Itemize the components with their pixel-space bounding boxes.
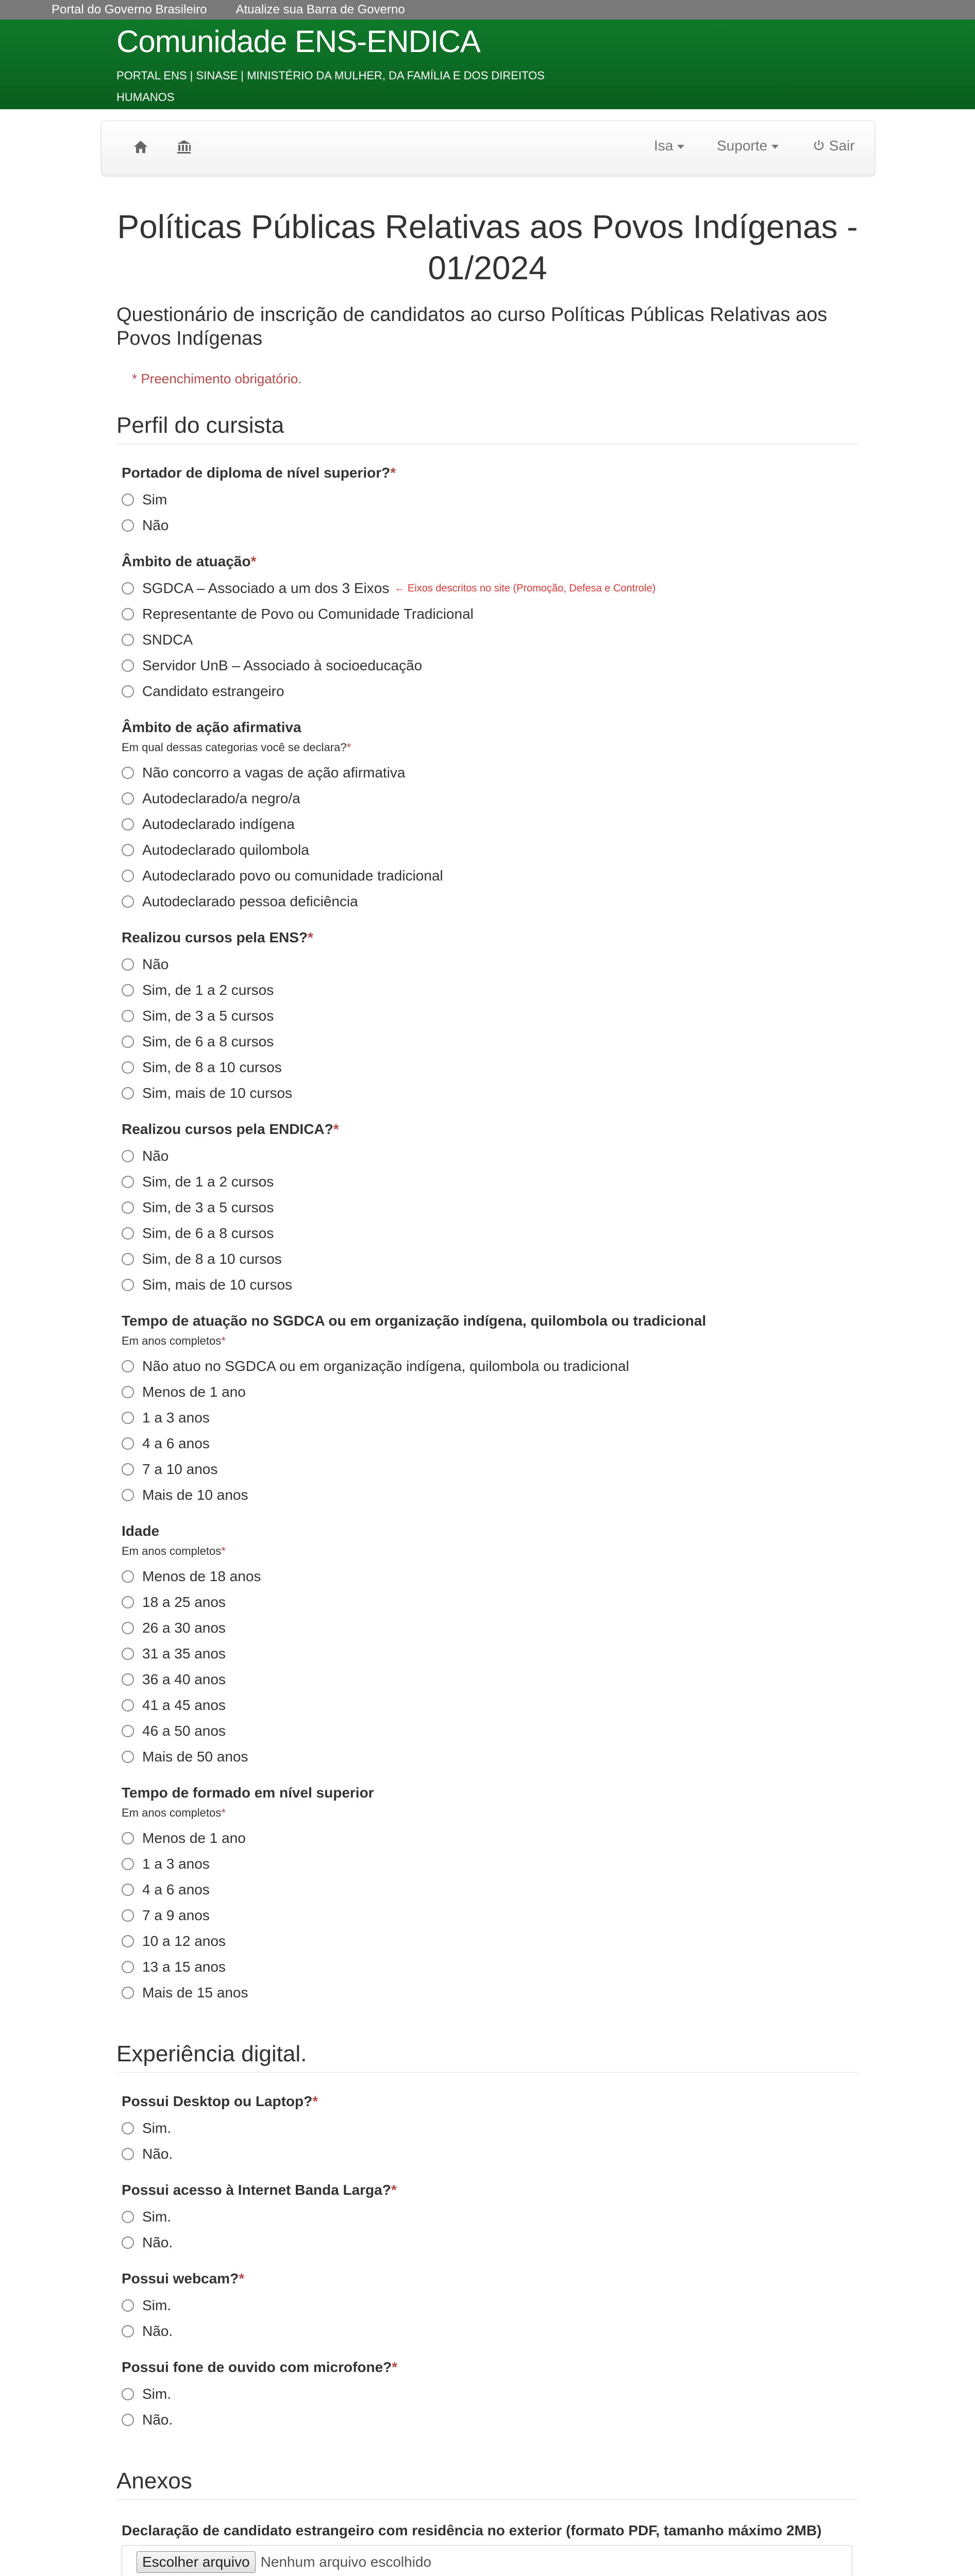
radio-option[interactable]	[122, 1200, 859, 1215]
radio-button[interactable]	[122, 792, 134, 805]
option-label: 7 a 10 anos	[142, 1461, 218, 1477]
radio-button[interactable]	[122, 1253, 134, 1265]
radio-option[interactable]	[122, 658, 859, 673]
option-label: Candidato estrangeiro	[142, 683, 284, 699]
radio-option[interactable]	[122, 493, 859, 507]
option-label: Não.	[142, 2323, 173, 2339]
option-label: 13 a 15 anos	[142, 1959, 226, 1975]
radio-button[interactable]	[122, 2122, 134, 2134]
option-label: 36 a 40 anos	[142, 1671, 226, 1687]
radio-button[interactable]	[122, 1010, 134, 1022]
logout-label: Sair	[829, 138, 855, 154]
question-label: Tempo de formado em nível superior	[122, 1785, 374, 1801]
gov-update-link[interactable]: Atualize sua Barra de Governo	[236, 3, 405, 16]
radio-button[interactable]	[122, 1987, 134, 1999]
required-marker: *	[312, 2093, 318, 2109]
option-label: Sim, de 3 a 5 cursos	[142, 1008, 274, 1024]
option-label: 46 a 50 anos	[142, 1723, 226, 1739]
radio-option[interactable]	[122, 1462, 859, 1477]
navbar	[101, 121, 875, 176]
radio-option[interactable]	[122, 1750, 859, 1764]
option-label: Sim, de 6 a 8 cursos	[142, 1225, 274, 1241]
question-headset	[122, 2359, 859, 2427]
option-label: Não.	[142, 2234, 173, 2250]
radio-option[interactable]	[122, 1647, 859, 1661]
radio-button[interactable]	[122, 1227, 134, 1240]
radio-option[interactable]	[122, 1934, 859, 1948]
radio-option[interactable]	[122, 894, 859, 909]
radio-option[interactable]	[122, 2298, 859, 2313]
section-digital: Experiência digital.	[116, 2041, 859, 2073]
radio-option[interactable]	[122, 1831, 859, 1845]
radio-button[interactable]	[122, 1725, 134, 1737]
radio-option[interactable]	[122, 2210, 859, 2224]
radio-button[interactable]	[122, 659, 134, 672]
radio-option[interactable]	[122, 957, 859, 972]
radio-button[interactable]	[122, 844, 134, 856]
radio-option[interactable]	[122, 1149, 859, 1163]
option-label: Sim, mais de 10 cursos	[142, 1277, 292, 1293]
question-label: Possui Desktop ou Laptop?	[122, 2093, 313, 2109]
radio-button[interactable]	[122, 2236, 134, 2249]
government-bar	[0, 0, 975, 20]
radio-button[interactable]	[122, 1463, 134, 1476]
question-diploma	[122, 465, 859, 533]
radio-button[interactable]	[122, 1087, 134, 1099]
question-tempo-atuacao	[122, 1313, 859, 1502]
question-ambito-atuacao	[122, 553, 859, 699]
required-marker: *	[392, 2359, 398, 2375]
radio-button[interactable]	[122, 608, 134, 620]
page-title: Políticas Públicas Relativas aos Povos Indígenas - 01/2024	[117, 208, 858, 286]
option-label: Autodeclarado indígena	[142, 816, 295, 832]
radio-button[interactable]	[122, 1386, 134, 1398]
main-content	[116, 206, 859, 2576]
radio-button[interactable]	[122, 2299, 134, 2312]
option-label: 31 a 35 anos	[142, 1646, 226, 1662]
option-label: 26 a 30 anos	[142, 1620, 226, 1636]
question-help: Em anos completos	[122, 1806, 222, 1819]
radio-button[interactable]	[122, 2148, 134, 2160]
required-marker: *	[391, 2182, 397, 2198]
radio-button[interactable]	[122, 582, 134, 595]
radio-option[interactable]	[122, 1724, 859, 1738]
option-label: Autodeclarado/a negro/a	[142, 790, 300, 806]
radio-button[interactable]	[122, 1176, 134, 1188]
chevron-down-icon	[677, 145, 684, 149]
option-label: 7 a 9 anos	[142, 1907, 210, 1923]
home-icon[interactable]	[130, 139, 151, 159]
radio-option[interactable]	[122, 2324, 859, 2338]
option-label: 1 a 3 anos	[142, 1410, 210, 1426]
option-label: Não atuo no SGDCA ou em organização indígena, quilombola ou tradicional	[142, 1358, 629, 1374]
radio-button[interactable]	[122, 1412, 134, 1424]
question-label: Tempo de atuação no SGDCA ou em organização indígena, quilombola ou tradicional	[122, 1313, 707, 1329]
radio-button[interactable]	[122, 818, 134, 831]
radio-button[interactable]	[122, 2211, 134, 2223]
radio-option[interactable]	[122, 2235, 859, 2250]
question-label: Idade	[122, 1523, 160, 1539]
option-label: Não.	[142, 2146, 173, 2162]
radio-option[interactable]	[122, 1595, 859, 1609]
radio-option[interactable]	[122, 1986, 859, 2000]
file-upload-estrangeiro	[122, 2520, 859, 2576]
radio-option[interactable]	[122, 1569, 859, 1584]
option-label: Representante de Povo ou Comunidade Tradicional	[142, 606, 474, 622]
radio-option[interactable]	[122, 1698, 859, 1713]
site-title[interactable]: Comunidade ENS-ENDICA	[116, 24, 480, 59]
question-label: Possui acesso à Internet Banda Larga?	[122, 2182, 391, 2198]
radio-option[interactable]	[122, 1086, 859, 1100]
radio-option[interactable]	[122, 607, 859, 621]
required-marker: *	[333, 1121, 339, 1137]
radio-option[interactable]	[122, 1908, 859, 1923]
radio-option[interactable]	[122, 1960, 859, 1974]
question-label: Possui webcam?	[122, 2270, 239, 2286]
radio-button[interactable]	[122, 1751, 134, 1763]
site-header	[0, 20, 975, 109]
option-label: Autodeclarado quilombola	[142, 842, 309, 858]
radio-button[interactable]	[122, 1201, 134, 1214]
required-marker: *	[390, 465, 396, 481]
radio-button[interactable]	[122, 1961, 134, 1973]
radio-option[interactable]	[122, 1060, 859, 1075]
radio-button[interactable]	[122, 2325, 134, 2337]
option-label: Não concorro a vagas de ação afirmativa	[142, 765, 406, 781]
file-label: Declaração de candidato estrangeiro com residência no exterior (formato PDF, tamanho máximo 2MB)	[122, 2522, 822, 2538]
page-subtitle: Questionário de inscrição de candidatos ao curso Políticas Públicas Relativas aos Povos Indígenas	[116, 304, 828, 349]
option-label: 18 a 25 anos	[142, 1594, 226, 1610]
site-subtitle: PORTAL ENS | SINASE | MINISTÉRIO DA MULHER, DA FAMÍLIA E DOS DIREITOS HUMANOS	[116, 69, 545, 104]
question-acao-afirmativa	[122, 719, 859, 909]
radio-button[interactable]	[122, 1858, 134, 1870]
radio-button[interactable]	[122, 634, 134, 646]
radio-button[interactable]	[122, 1360, 134, 1372]
radio-option[interactable]	[122, 1359, 859, 1374]
option-label: SGDCA – Associado a um dos 3 Eixos	[142, 580, 390, 596]
option-label: Não	[142, 956, 169, 972]
radio-button[interactable]	[122, 1596, 134, 1608]
gov-portal-link[interactable]: Portal do Governo Brasileiro	[52, 3, 207, 16]
bank-icon[interactable]	[174, 139, 194, 159]
required-marker: *	[221, 1334, 226, 1347]
radio-option[interactable]	[122, 983, 859, 997]
support-menu[interactable]	[717, 138, 779, 154]
option-label: Sim, de 3 a 5 cursos	[142, 1199, 274, 1215]
question-label: Âmbito de ação afirmativa	[122, 719, 301, 735]
radio-button[interactable]	[122, 2388, 134, 2400]
option-label: Sim, de 6 a 8 cursos	[142, 1033, 274, 1049]
option-label: 41 a 45 anos	[142, 1697, 226, 1713]
question-cursos-endica	[122, 1121, 859, 1292]
option-label: Sim, de 8 a 10 cursos	[142, 1059, 282, 1075]
required-marker: *	[239, 2270, 245, 2286]
question-desktop	[122, 2093, 859, 2161]
option-label: 1 a 3 anos	[142, 1856, 210, 1872]
required-note: * Preenchimento obrigatório.	[132, 371, 302, 386]
required-marker: *	[221, 1545, 226, 1557]
radio-button[interactable]	[122, 1622, 134, 1634]
radio-option[interactable]	[122, 1621, 859, 1635]
option-label: Menos de 18 anos	[142, 1568, 261, 1584]
question-label: Âmbito de atuação	[122, 553, 251, 569]
power-icon	[813, 139, 825, 155]
radio-option[interactable]	[122, 1672, 859, 1687]
question-webcam	[122, 2270, 859, 2338]
choose-file-button[interactable]: Escolher arquivo	[137, 2551, 256, 2573]
option-label: Autodeclarado pessoa deficiência	[142, 893, 358, 909]
question-cursos-ens	[122, 929, 859, 1100]
radio-option[interactable]	[122, 1857, 859, 1871]
radio-button[interactable]	[122, 958, 134, 971]
radio-button[interactable]	[122, 1832, 134, 1844]
option-label: Servidor UnB – Associado à socioeducação	[142, 657, 423, 673]
radio-option[interactable]	[122, 633, 859, 647]
radio-option[interactable]	[122, 684, 859, 699]
file-status: Nenhum arquivo escolhido	[260, 2554, 432, 2570]
section-perfil: Perfil do cursista	[116, 413, 859, 444]
radio-option[interactable]	[122, 843, 859, 857]
user-menu[interactable]	[654, 138, 684, 154]
logout-link[interactable]	[813, 138, 855, 155]
question-help: Em anos completos	[122, 1545, 222, 1557]
radio-button[interactable]	[122, 1279, 134, 1291]
option-label: Sim.	[142, 2386, 171, 2402]
radio-button[interactable]	[122, 519, 134, 532]
question-help: Em qual dessas categorias você se declara?	[122, 741, 347, 754]
option-label: Não	[142, 1148, 169, 1164]
required-marker: *	[308, 929, 313, 945]
radio-button[interactable]	[122, 870, 134, 882]
radio-button[interactable]	[122, 1437, 134, 1450]
radio-button[interactable]	[122, 1884, 134, 1896]
option-label: SNDCA	[142, 632, 193, 648]
radio-button[interactable]	[122, 494, 134, 506]
option-label: Mais de 50 anos	[142, 1749, 248, 1765]
radio-option[interactable]	[122, 1488, 859, 1502]
question-help: Em anos completos	[122, 1334, 222, 1347]
radio-button[interactable]	[122, 895, 134, 908]
option-label: Sim.	[142, 2120, 171, 2136]
required-marker: *	[346, 741, 351, 754]
required-marker: *	[221, 1806, 226, 1819]
option-label: Sim, de 1 a 2 cursos	[142, 1174, 274, 1190]
question-label: Realizou cursos pela ENDICA?	[122, 1121, 333, 1137]
option-label: Sim, de 8 a 10 cursos	[142, 1251, 282, 1267]
question-label: Possui fone de ouvido com microfone?	[122, 2359, 392, 2375]
option-label: Menos de 1 ano	[142, 1830, 246, 1846]
radio-option[interactable]	[122, 1883, 859, 1897]
radio-option[interactable]	[122, 1436, 859, 1451]
file-input[interactable]	[122, 2545, 852, 2576]
option-label: Menos de 1 ano	[142, 1384, 246, 1400]
radio-button[interactable]	[122, 2414, 134, 2426]
radio-option[interactable]	[122, 1226, 859, 1241]
question-internet	[122, 2182, 859, 2250]
option-label: 4 a 6 anos	[142, 1882, 210, 1897]
radio-option[interactable]	[122, 1175, 859, 1189]
handwritten-annotation: ← Eixos descritos no site (Promoção, Defesa e Controle)	[394, 582, 656, 594]
support-label: Suporte	[717, 138, 768, 154]
option-label: Mais de 15 anos	[142, 1985, 248, 2001]
radio-button[interactable]	[122, 1150, 134, 1162]
radio-option[interactable]	[122, 869, 859, 883]
radio-button[interactable]	[122, 1570, 134, 1583]
radio-button[interactable]	[122, 1699, 134, 1711]
option-label: Sim.	[142, 2209, 171, 2225]
option-label: Sim	[142, 492, 167, 507]
option-label: Não	[142, 517, 169, 533]
radio-button[interactable]	[122, 767, 134, 779]
required-marker: *	[250, 553, 257, 569]
question-idade	[122, 1523, 859, 1764]
radio-button[interactable]	[122, 1061, 134, 1074]
radio-option[interactable]	[122, 1252, 859, 1266]
radio-button[interactable]	[122, 984, 134, 996]
option-label: Autodeclarado povo ou comunidade tradicional	[142, 868, 443, 884]
option-label: Sim, mais de 10 cursos	[142, 1085, 292, 1101]
radio-option[interactable]	[122, 2413, 859, 2427]
radio-button[interactable]	[122, 1673, 134, 1686]
radio-option[interactable]	[122, 1035, 859, 1049]
option-label: Mais de 10 anos	[142, 1487, 248, 1503]
user-name: Isa	[654, 138, 674, 154]
option-label: Sim, de 1 a 2 cursos	[142, 982, 274, 998]
radio-button[interactable]	[122, 1489, 134, 1501]
option-label: Não.	[142, 2412, 173, 2428]
radio-button[interactable]	[122, 685, 134, 698]
radio-option[interactable]	[122, 2147, 859, 2161]
radio-button[interactable]	[122, 1036, 134, 1048]
radio-option[interactable]	[122, 817, 859, 832]
section-anexos: Anexos	[116, 2468, 859, 2500]
radio-button[interactable]	[122, 1935, 134, 1947]
option-label: 10 a 12 anos	[142, 1933, 226, 1949]
radio-button[interactable]	[122, 1909, 134, 1922]
question-label: Realizou cursos pela ENS?	[122, 929, 308, 945]
radio-option[interactable]	[122, 766, 859, 780]
radio-option[interactable]	[122, 2387, 859, 2401]
radio-option[interactable]	[122, 1009, 859, 1023]
radio-option[interactable]	[122, 791, 859, 806]
radio-button[interactable]	[122, 1648, 134, 1660]
radio-option[interactable]	[122, 581, 859, 596]
radio-option[interactable]	[122, 2121, 859, 2136]
chevron-down-icon	[771, 145, 779, 149]
radio-option[interactable]	[122, 518, 859, 533]
radio-option[interactable]	[122, 1385, 859, 1399]
question-label: Portador de diploma de nível superior?	[122, 465, 391, 481]
radio-option[interactable]	[122, 1411, 859, 1425]
question-tempo-formado	[122, 1785, 859, 2000]
option-label: Sim.	[142, 2297, 171, 2313]
option-label: 4 a 6 anos	[142, 1435, 210, 1451]
radio-option[interactable]	[122, 1278, 859, 1292]
